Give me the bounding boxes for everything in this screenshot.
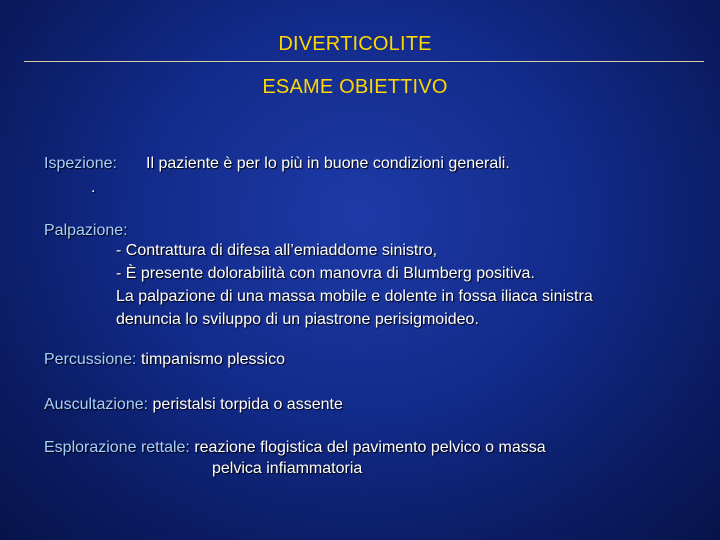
- palpazione-line-4: denuncia lo sviluppo di un piastrone perisigmoideo.: [116, 311, 479, 328]
- palpazione-line-3: La palpazione di una massa mobile e dolente in fossa iliaca sinistra: [116, 288, 593, 305]
- auscultazione-label: Auscultazione:: [44, 396, 149, 413]
- palpazione-line-1: - Contrattura di difesa all’emiaddome sinistro,: [116, 242, 438, 259]
- slide-title: DIVERTICOLITE: [278, 33, 432, 55]
- ispezione-row: [44, 152, 117, 176]
- esplorazione-text-2: pelvica infiammatoria: [212, 460, 363, 477]
- auscultazione-text: peristalsi torpida o assente: [152, 396, 343, 413]
- percussione-label: Percussione:: [44, 351, 137, 368]
- ispezione-text: Il paziente è per lo più in buone condizioni generali.: [146, 155, 510, 172]
- auscultazione-row: [44, 393, 343, 417]
- ispezione-dot: .: [91, 179, 96, 196]
- slide-subtitle: ESAME OBIETTIVO: [262, 76, 448, 98]
- palpazione-line-2: - È presente dolorabilità con manovra di Blumberg positiva.: [116, 265, 535, 282]
- palpazione-label: Palpazione:: [44, 222, 128, 239]
- ispezione-label: Ispezione:: [44, 155, 117, 172]
- title-divider: [24, 61, 704, 62]
- percussione-text: timpanismo plessico: [140, 351, 286, 368]
- percussione-row: [44, 348, 285, 372]
- esplorazione-text: reazione flogistica del pavimento pelvico o massa: [194, 439, 546, 456]
- esplorazione-label: Esplorazione rettale:: [44, 439, 190, 456]
